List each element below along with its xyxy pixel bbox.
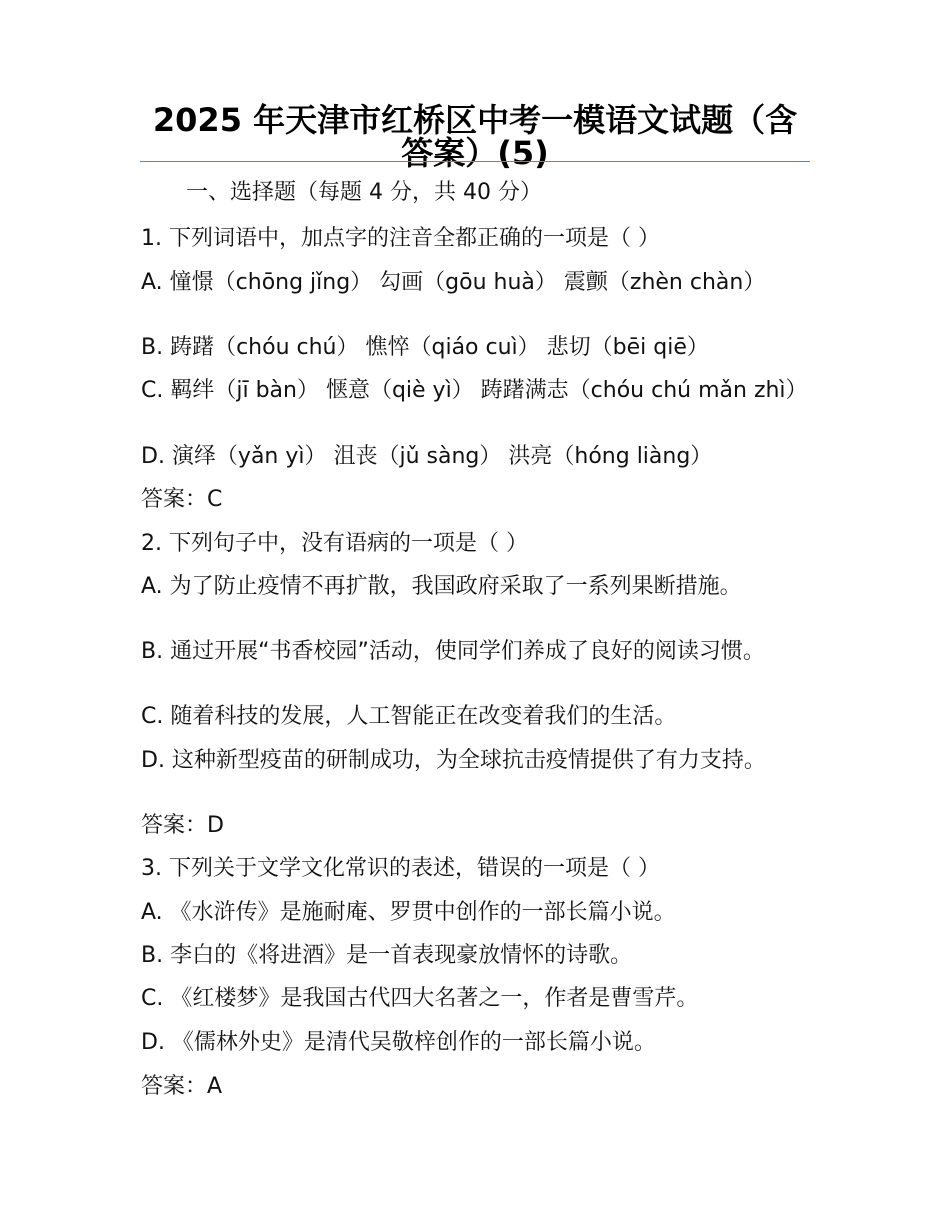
question-2-option-d: D. 这种新型疫苗的研制成功，为全球抗击疫情提供了有力支持。 [141,748,766,773]
question-3-option-d: D. 《儒林外史》是清代吴敬梓创作的一部长篇小说。 [141,1030,656,1055]
question-3-option-a: A. 《水浒传》是施耐庵、罗贯中创作的一部长篇小说。 [141,900,676,925]
document-title: 2025 年天津市红桥区中考一模语文试题（含答案）(5) [152,101,798,172]
question-1-stem: 1. 下列词语中，加点字的注音全都正确的一项是（ ） [141,226,660,251]
question-1-option-a: A. 憧憬（chōng jǐng） 勾画（gōu huà） 震颤（zhèn chàn） [141,270,766,295]
question-1-option-d: D. 演绎（yǎn yì） 沮丧（jǔ sàng） 洪亮（hóng liàng） [141,444,713,469]
question-1-answer: 答案：C [141,487,223,512]
question-3-answer: 答案：A [141,1074,223,1099]
question-1-option-c: C. 羁绊（jī bàn） 惬意（qiè yì） 踌躇满志（chóu chú mǎn zhì） [141,378,808,403]
question-1-option-b: B. 踌躇（chóu chú） 憔悴（qiáo cuì） 悲切（bēi qiē） [141,335,709,360]
question-3-option-b: B. 李白的《将进酒》是一首表现豪放情怀的诗歌。 [141,943,633,968]
question-2-option-b: B. 通过开展“书香校园”活动，使同学们养成了良好的阅读习惯。 [141,639,765,664]
question-2-stem: 2. 下列句子中，没有语病的一项是（ ） [141,531,528,556]
title-underline [140,161,810,162]
question-2-option-a: A. 为了防止疫情不再扩散，我国政府采取了一系列果断措施。 [141,574,742,599]
question-3-option-c: C. 《红楼梦》是我国古代四大名著之一，作者是曹雪芹。 [141,986,699,1011]
section-heading: 一、选择题（每题 4 分，共 40 分） [186,180,542,205]
question-3-stem: 3. 下列关于文学文化常识的表述，错误的一项是（ ） [141,856,660,881]
question-2-option-c: C. 随着科技的发展，人工智能正在改变着我们的生活。 [141,704,677,729]
question-2-answer: 答案：D [141,813,224,838]
